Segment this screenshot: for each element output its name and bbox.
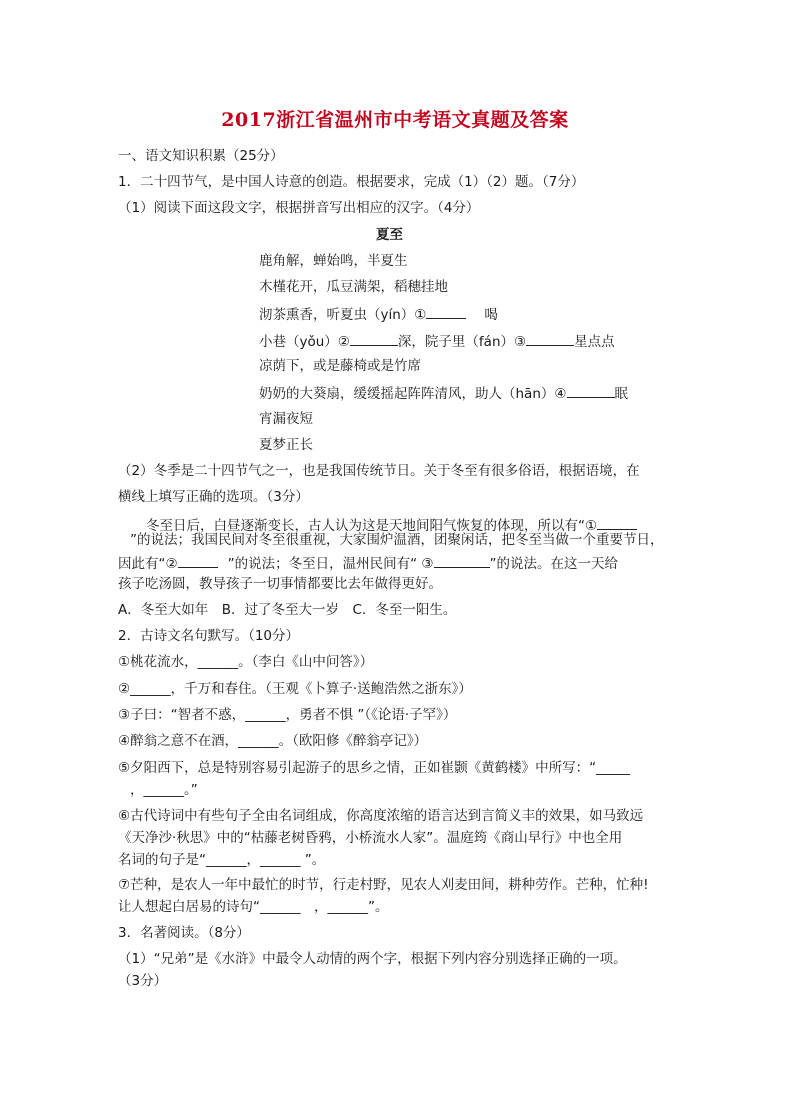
question-3-stem: 3．名著阅读。（8分） — [118, 925, 250, 941]
answer-blank[interactable] — [434, 553, 490, 568]
question-2-item: ⑦芒种，是农人一年中最忙的时节，行走村野，见农人刈麦田间，耕种劳作。芒种，忙种! — [118, 877, 649, 893]
question-2-item: ④醉翁之意不在酒，______。（欧阳修《醉翁亭记》） — [118, 733, 428, 749]
page-title: 2017浙江省温州市中考语文真题及答案 — [221, 109, 569, 131]
poem-line-text: 眠 — [614, 386, 628, 402]
poem-line-text: 小巷（yǒu）② — [259, 334, 350, 350]
poem-line — [259, 331, 615, 351]
question-1-sub1-prompt: （1）阅读下面这段文字，根据拼音写出相应的汉字。（4分） — [118, 200, 480, 216]
passage-line: 孩子吃汤圆，教导孩子一切事情都要比去年做得更好。 — [118, 576, 442, 592]
question-2-item: ，______。” — [130, 782, 198, 798]
poem-line-text: 奶奶的大葵扇，缓缓摇起阵阵清风，助人（hān）④ — [259, 386, 567, 402]
poem-line-text: 喝 — [484, 307, 498, 323]
poem-line-text: 星点点 — [574, 334, 615, 350]
question-1-stem: 1．二十四节气，是中国人诗意的创造。根据要求，完成（1）（2）题。（7分） — [118, 174, 585, 190]
answer-blank[interactable] — [426, 304, 466, 319]
answer-blank[interactable] — [597, 515, 637, 530]
question-2-item: 名词的句子是“______，______ ”。 — [118, 852, 326, 868]
passage-text: ”的说法。在这一天给 — [489, 556, 618, 572]
passage-text: 冬至日后，白昼逐渐变长，古人认为这是天地间阳气恢复的体现，所以有“① — [146, 518, 598, 534]
question-2-item: ①桃花流水，______。（李白《山中问答》） — [118, 654, 374, 670]
question-3-sub1: （1）“兄弟”是《水浒》中最令人动情的两个字，根据下列内容分别选择正确的一项。 — [118, 951, 627, 967]
passage-line — [118, 553, 618, 573]
question-2-item: ⑤夕阳西下，总是特别容易引起游子的思乡之情，正如崔颢《黄鹤楼》中所写：“_____ — [118, 760, 630, 776]
answer-blank[interactable] — [350, 331, 398, 346]
poem-line — [259, 383, 628, 403]
section-heading: 一、语文知识积累（25分） — [118, 148, 284, 164]
question-1-sub2-prompt: （2）冬季是二十四节气之一，也是我国传统节日。关于冬至有很多俗语，根据语境，在 — [118, 463, 640, 479]
question-2-item: ③子曰：“智者不惑，______，勇者不惧 ”（《论语·子罕》） — [118, 707, 457, 723]
answer-options: A．冬至大如年 B．过了冬至大一岁 C．冬至一阳生。 — [118, 602, 457, 618]
question-2-item: 《天净沙·秋思》中的“枯藤老树昏鸦，小桥流水人家”。温庭筠《商山早行》中也全用 — [118, 830, 623, 846]
poem-line: 宵漏夜短 — [259, 411, 313, 427]
question-3-sub1: （3分） — [118, 973, 168, 989]
poem-line: 木槿花开，瓜豆满架，稻穗挂地 — [259, 279, 448, 295]
answer-blank[interactable] — [567, 383, 615, 398]
question-2-item: ⑥古代诗词中有些句子全由名词组成，你高度浓缩的语言达到言简义丰的效果，如马致远 — [118, 808, 644, 824]
poem-line: 凉荫下，或是藤椅或是竹席 — [259, 358, 421, 374]
question-1-sub2-prompt: 横线上填写正确的选项。（3分） — [118, 489, 309, 505]
poem-line: 夏梦正长 — [259, 437, 313, 453]
poem-title: 夏至 — [376, 227, 403, 243]
answer-blank[interactable] — [178, 553, 218, 568]
poem-line: 鹿角解，蝉始鸣，半夏生 — [259, 253, 408, 269]
poem-line-text: 深，院子里（fán）③ — [397, 334, 527, 350]
question-2-item: ②______，千万和春住。（王观《卜算子·送鲍浩然之浙东》） — [118, 681, 472, 697]
poem-line — [259, 304, 498, 324]
passage-text: ”的说法；冬至日，温州民间有“ ③ — [227, 556, 434, 572]
passage-text: 因此有“② — [118, 556, 178, 572]
question-2-stem: 2．古诗文名句默写。（10分） — [118, 628, 300, 644]
passage-line: ”的说法；我国民间对冬至很重视，大家围炉温酒，团聚闲话，把冬至当做一个重要节日， — [130, 532, 664, 548]
question-2-item: 让人想起白居易的诗句“______ ，______”。 — [118, 899, 389, 915]
poem-line-text: 沏茶熏香，听夏虫（yín）① — [259, 307, 427, 323]
answer-blank[interactable] — [526, 331, 574, 346]
